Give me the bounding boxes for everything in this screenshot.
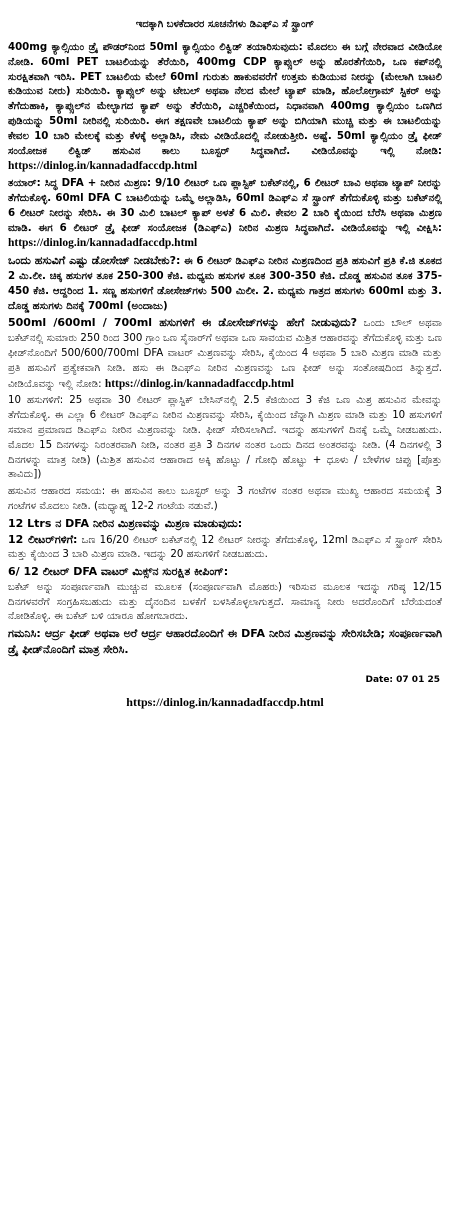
section-twelve-litres-lead: 12 ಲೀಟರ್‌ಗಳಿಗೆ: bbox=[8, 532, 78, 546]
video-link-1[interactable]: https://dinlog.in/kannadadfaccdp.html bbox=[8, 160, 198, 173]
section-dosage-lead: ಒಂದು ಹಸುವಿಗೆ ಎಷ್ಟು ಡೋಸೇಜ್ ನೀಡಬೇಕು?: bbox=[8, 254, 181, 268]
video-link-2[interactable]: https://dinlog.in/kannadadfaccdp.html bbox=[8, 237, 198, 250]
section-calcium-prep-text: 400mg ಕ್ಯಾಲ್ಸಿಯಂ ಡ್ರೈ ಪೌಡರ್‌ನಿಂದ 50ml ಕ್ಯಾಲ್ಸಿಯಂ ಲಿಕ್ವಿಡ್ ತಯಾರಿಸುವುದು: ಮೊದಲು ಈ ಬಗ್ಗೆ ನೇರವಾದ ವೀಡಿಯೋ ನೋಡಿ. 60ml PET ಬಾಟಲಿಯನ್ನು ತೆರೆಯಿರಿ, 400mg CDP ಕ್ಯಾಪ್ಸುಲ್ ಅನ್ನು ಹೊರತೆಗೆಯಿರಿ, ಒಣ ಕಪ್‌ನಲ್ಲಿ ಸುರಕ್ಷಿತವಾಗಿ ಇರಿಸಿ. PET ಬಾಟಲಿಯ ಮೇಲೆ 60ml ಗುರುತು ಹಾಕುವವರೆಗೆ ಉತ್ತಮ ಕುಡಿಯುವ ನೀರನ್ನು (ಮೇಲಾಗಿ ಬಾಟಲಿ ಕುಡಿಯುವ ನೀರು) ಸುರಿಯಿರಿ. ಕ್ಯಾಪ್ಸುಲ್ ಅನ್ನು ಟೇಬಲ್ ಅಥವಾ ನೆಲದ ಮೇಲೆ ಟ್ಯಾಪ್ ಮಾಡಿ, ಹೊಲೋಗ್ರಾಮ್ ಸ್ಟಿಕರ್ ಅನ್ನು ತೆಗೆದುಹಾಕಿ, ಕ್ಯಾಪ್ಸುಲ್‌ನ ಮೇಲ್ಭಾಗದ ಕ್ಯಾಪ್ ಅನ್ನು ತೆರೆಯಿರಿ, ಎಚ್ಚರಿಕೆಯಿಂದ, ನಿಧಾನವಾಗಿ 400mg ಕ್ಯಾಲ್ಸಿಯಂ ಒಣಗಿದ ಪುಡಿಯನ್ನು 50ml ನೀರಿನಲ್ಲಿ ಸುರಿಯಿರಿ. ಈಗ ತಕ್ಷಣವೇ ಬಾಟಲಿಯ ಕ್ಯಾಪ್ ಅನ್ನು ಬಿಗಿಯಾಗಿ ಮುಚ್ಚಿ ಮತ್ತು ಈ ಬಾಟಲಿಯನ್ನು ಕೇವಲ 10 ಬಾರಿ ಮೇಲಕ್ಕೆ ಮತ್ತು ಕೆಳಕ್ಕೆ ಅಲ್ಲಾಡಿಸಿ, ನೇಮ ವೀಡಿಯೊದಲ್ಲಿ ನೋಡುತ್ತೀರಿ. ಅಷ್ಟೆ. 50ml ಕ್ಯಾಲ್ಸಿಯಂ ಡ್ರೈ ಫೀಡ್ ಸಂಯೋಜಕ ಲಿಕ್ವಿಡ್ ಹಸುವಿನ ಕಾಲು ಬೂಸ್ಟರ್ ಸಿದ್ಧವಾಗಿದೆ. ವೀಡಿಯೊವನ್ನು ಇಲ್ಲಿ ನೋಡಿ: bbox=[8, 42, 442, 157]
footer-link[interactable]: https://dinlog.in/kannadadfaccdp.html bbox=[126, 694, 324, 709]
section-ten-cows-text: 10 ಹಸುಗಳಿಗೆ: 25 ಅಥವಾ 30 ಲೀಟರ್ ಪ್ಲಾಸ್ಟಿಕ್ ಬೇಸಿನ್‌ನಲ್ಲಿ 2.5 ಕೆಜಿಯಿಂದ 3 ಕೆಜಿ ಒಣ ಮಿಶ್ರ ಹಸುವಿನ ಮೇವನ್ನು ತೆಗೆದುಕೊಳ್ಳಿ. ಈ ಎಲ್ಲಾ 6 ಲೀಟರ್ ಡಿಎಫ್ಎ ನೀರಿನ ಮಿಶ್ರಣವನ್ನು ಸೇರಿಸಿ, ಕೈಯಿಂದ ಚೆನ್ನಾಗಿ ಮಿಶ್ರಣ ಮಾಡಿ ಮತ್ತು 10 ಹಸುಗಳಿಗೆ ಸಮಾನ ಪ್ರಮಾಣದ ಡಿಎಫ್ಎ ನೀರಿನ ಮಿಶ್ರಣವನ್ನು ನೀಡಿ. ಫೀಡ್ ಸೇರಿಸಲಾಗಿದೆ. ಇದನ್ನು ಹಸುಗಳಿಗೆ ದಿನಕ್ಕೆ ಒಮ್ಮೆ ನೀಡಬಹುದು. ಮೊದಲ 15 ದಿನಗಳನ್ನು ನಿರಂತರವಾಗಿ ನೀಡಿ, ನಂತರ ಪ್ರತಿ 3 ದಿನಗಳ ನಂತರ ಒಂದು ದಿನದ ಅಂತರವನ್ನು ನೀಡಿ. (4 ದಿನಗಳಲ್ಲಿ 3 ದಿನಗಳನ್ನು ಮಾತ್ರ ನೀಡಿ) (ಮಿಶ್ರಿತ ಹಸುವಿನ ಆಹಾರಾದ ಅಕ್ಕಿ ಹೊಟ್ಟು / ಗೋಧಿ ಹೊಟ್ಟು + ಧೂಳು / ಬೇಳೆಗಳ ಚಿಪ್ಪು [ಪೊತ್ತು ತಾವಿದು]) bbox=[8, 395, 442, 481]
page-title: ಇದಕ್ಕಾಗಿ ಬಳಕೆದಾರರ ಸೂಚನೆಗಳು ಡಿಎಫ್ಎ ಸೆ ಸ್ಟ್ರಾಂಗ್ bbox=[135, 19, 315, 30]
video-link-3[interactable]: https://dinlog.in/kannadadfaccdp.html bbox=[104, 377, 294, 390]
section-dosage bbox=[8, 254, 442, 314]
section-calcium-prep bbox=[8, 41, 442, 175]
section-dosage-text: ಈ 6 ಲೀಟರ್ ಡಿಎಫ್ಎ ನೀರಿನ ಮಿಶ್ರಣದಿಂದ ಪ್ರತಿ ಹಸುವಿಗೆ ಪ್ರತಿ ಕೆ.ಜಿ ತೂಕದ 2 ಮಿ.ಲೀ. ಚಿಕ್ಕ ಹಸುಗಳ ತೂಕ 250-300 ಕೆಜಿ. ಮಧ್ಯಮ ಹಸುಗಳ ತೂಕ 300-350 ಕೆಜಿ. ದೊಡ್ಡ ಹಸುವಿನ ತೂಕ 375-450 ಕೆಜಿ. ಆದ್ದರಿಂದ 1. ಸಣ್ಣ ಹಸುಗಳಿಗೆ ಡೋಸೇಜ್‌ಗಳು 500 ಮಿಲೀ. 2. ಮಧ್ಯಮ ಗಾತ್ರದ ಹಸುಗಳು 600ml ಮತ್ತು 3. ದೊಡ್ಡ ಹಸುಗಳು ದಿನಕ್ಕೆ 700ml (ಅಂದಾಜು) bbox=[8, 256, 442, 312]
section-dfa-mix bbox=[8, 177, 442, 252]
section-dfa-mix-lead: ತಯಾರ್: ಸಿದ್ಧ DFA + ನೀರಿನ ಮಿಶ್ರಣ: bbox=[8, 178, 152, 190]
document-date: Date: 07 01 25 bbox=[365, 674, 440, 685]
section-twelve-litres bbox=[8, 517, 442, 563]
section-how-to-feed-lead: 500ml /600ml / 700ml ಹಸುಗಳಿಗೆ ಈ ಡೋಸೇಜ್‌ಗಳನ್ನು ಹೇಗೆ ನೀಡುವುದು? bbox=[8, 316, 358, 330]
section-feeding-time bbox=[8, 485, 442, 515]
section-safe-keeping-text: ಬಕೆಟ್ ಅನ್ನು ಸಂಪೂರ್ಣವಾಗಿ ಮುಚ್ಚುವ ಮೂಲಕ (ಸಂಪೂರ್ಣವಾಗಿ ಮೊಹರು) ಇರಿಸುವ ಮೂಲಕ ಇದನ್ನು ಗರಿಷ್ಠ 12/15 ದಿನಗಳವರೆಗೆ ಸಂಗ್ರಹಿಸಬಹುದು ಮತ್ತು ದೈನಂದಿನ ಬಳಕೆಗೆ ಬಳಸಿಕೊಳ್ಳಲಾಗುತ್ತದೆ. ಸಾಮಾನ್ಯ ನೀರು ಅದರೊಂದಿಗೆ ಬೆರೆಯದಂತೆ ನೋಡಿಕೊಳ್ಳಿ. ಈ ಬಕೆಟ್ ಬಳಿ ಯಾರೂ ಹೋಗಬಾರದು. bbox=[8, 581, 442, 623]
section-dfa-mix-text: 9/10 ಲೀಟರ್ ಒಣ ಪ್ಲಾಸ್ಟಿಕ್ ಬಕೆಟ್‌ನಲ್ಲಿ, 6 ಲೀಟರ್ ಬಾವಿ ಅಥವಾ ಟ್ಯಾಪ್ ನೀರನ್ನು ತೆಗೆದುಕೊಳ್ಳಿ. 60ml DFA C ಬಾಟಲಿಯನ್ನು ಒಮ್ಮೆ ಅಲ್ಲಾಡಿಸಿ, 60ml ಡಿಎಫ್ಎ ಸೆ ಸ್ಟ್ರಾಂಗ್ ತೆಗೆದುಕೊಳ್ಳಿ ಮತ್ತು ಬಕೆಟ್‌ನಲ್ಲಿ 6 ಲೀಟರ್ ನೀರನ್ನು ಸೇರಿಸಿ. ಈ 30 ಮಿಲಿ ಬಾಟಲ್ ಕ್ಯಾಪ್ ಅಳತೆ 6 ಮಿಲಿ. ಕೇವಲ 2 ಬಾರಿ ಕೈಯಿಂದ ಬೆರೆಸಿ ಅಥವಾ ಮಿಶ್ರಣ ಮಾಡಿ. ಈಗ 6 ಲೀಟರ್ ಡ್ರೈ ಫೀಡ್ ಸಂಯೋಜಕ (ಡಿಎಫ್ಎ) ನೀರಿನ ಮಿಶ್ರಣ ಸಿದ್ಧವಾಗಿದೆ. ವೀಡಿಯೊವನ್ನು ಇಲ್ಲಿ ವೀಕ್ಷಿಸಿ: bbox=[8, 178, 443, 234]
section-feeding-time-text: ಹಸುವಿನ ಆಹಾರದ ಸಮಯ: ಈ ಹಸುವಿನ ಕಾಲು ಬೂಸ್ಟರ್ ಅನ್ನು 3 ಗಂಟೆಗಳ ನಂತರ ಅಥವಾ ಮುಖ್ಯ ಆಹಾರದ ಸಮಯಕ್ಕೆ 3 ಗಂಟೆಗಳ ಮೊದಲು ನೀಡಿ. (ಮಧ್ಯಾಹ್ನ 12-2 ಗಂಟೆಯ ನಡುವೆ.) bbox=[8, 486, 442, 512]
section-note-text: ಗಮನಿಸಿ: ಆರ್ದ್ರ ಫೀಡ್ ಅಥವಾ ಅರೆ ಆರ್ದ್ರ ಆಹಾರದೊಂದಿಗೆ ಈ DFA ನೀರಿನ ಮಿಶ್ರಣವನ್ನು ಸೇರಿಸಬೇಡಿ; ಸಂಪೂರ್ಣವಾಗಿ ಡ್ರೈ ಫೀಡ್‌ನೊಂದಿಗೆ ಮಾತ್ರ ಸೇರಿಸಿ. bbox=[8, 627, 442, 657]
section-safe-keeping bbox=[8, 565, 442, 625]
section-note bbox=[8, 627, 442, 659]
section-how-to-feed-text: ಒಂದು ಬೌಲ್ ಅಥವಾ ಬಕೆಟ್‌ನಲ್ಲಿ ಸುಮಾರು 250 ರಿಂದ 300 ಗ್ರಾಂ ಒಣ ಸೈನಾರ್‌ಗೆ ಅಥವಾ ಒಣ ಸಾವಯವ ಮಿಶ್ರಿತ ಆಹಾರವನ್ನು ತೆಗೆದುಕೊಳ್ಳಿ ಮತ್ತು ಒಣ ಫೀಡ್‌ನೊಂದಿಗೆ 500/600/700ml DFA ವಾಟರ್ ಮಿಶ್ರಣವನ್ನು ಸೇರಿಸಿ, ಕೈಯಿಂದ 4 ಅಥವಾ 5 ಬಾರಿ ಮಿಶ್ರಣ ಮಾಡಿ ಮತ್ತು ಪ್ರತಿ ಹಸುವಿಗೆ ಪ್ರತ್ಯೇಕವಾಗಿ ನೀಡಿ. ಹಸು ಈ ಡಿಎಫ್ಎ ನೀರಿನ ಮಿಶ್ರಣವನ್ನು ಒಣ ಫೀಡ್ ಅನ್ನು ಸಂತೋಷದಿಂದ ತಿನ್ನುತ್ತದೆ. ವೀಡಿಯೊವನ್ನು ಇಲ್ಲಿ ನೋಡಿ: bbox=[8, 318, 442, 390]
section-ten-cows bbox=[8, 394, 442, 483]
section-how-to-feed bbox=[8, 316, 442, 392]
section-twelve-litres-text: ಒಣ 16/20 ಲೀಟರ್ ಬಕೆಟ್‌ನಲ್ಲಿ 12 ಲೀಟರ್ ನೀರನ್ನು ತೆಗೆದುಕೊಳ್ಳಿ, 12ml ಡಿಎಫ್ಎ ಸೆ ಸ್ಟ್ರಾಂಗ್ ಸೇರಿಸಿ ಮತ್ತು ಕೈಯಿಂದ 3 ಬಾರಿ ಮಿಶ್ರಣ ಮಾಡಿ. ಇದನ್ನು 20 ಹಸುಗಳಿಗೆ ನೀಡಬಹುದು. bbox=[8, 534, 442, 561]
section-twelve-litres-heading: 12 Ltrs ನ DFA ನೀರಿನ ಮಿಶ್ರಣವನ್ನು ಮಿಶ್ರಣ ಮಾಡುವುದು: bbox=[8, 516, 243, 530]
section-safe-keeping-heading: 6/ 12 ಲೀಟರ್ DFA ವಾಟರ್ ಮಿಕ್ಸ್‌ನ ಸುರಕ್ಷಿತ ಕೀಪಿಂಗ್: bbox=[8, 565, 229, 579]
